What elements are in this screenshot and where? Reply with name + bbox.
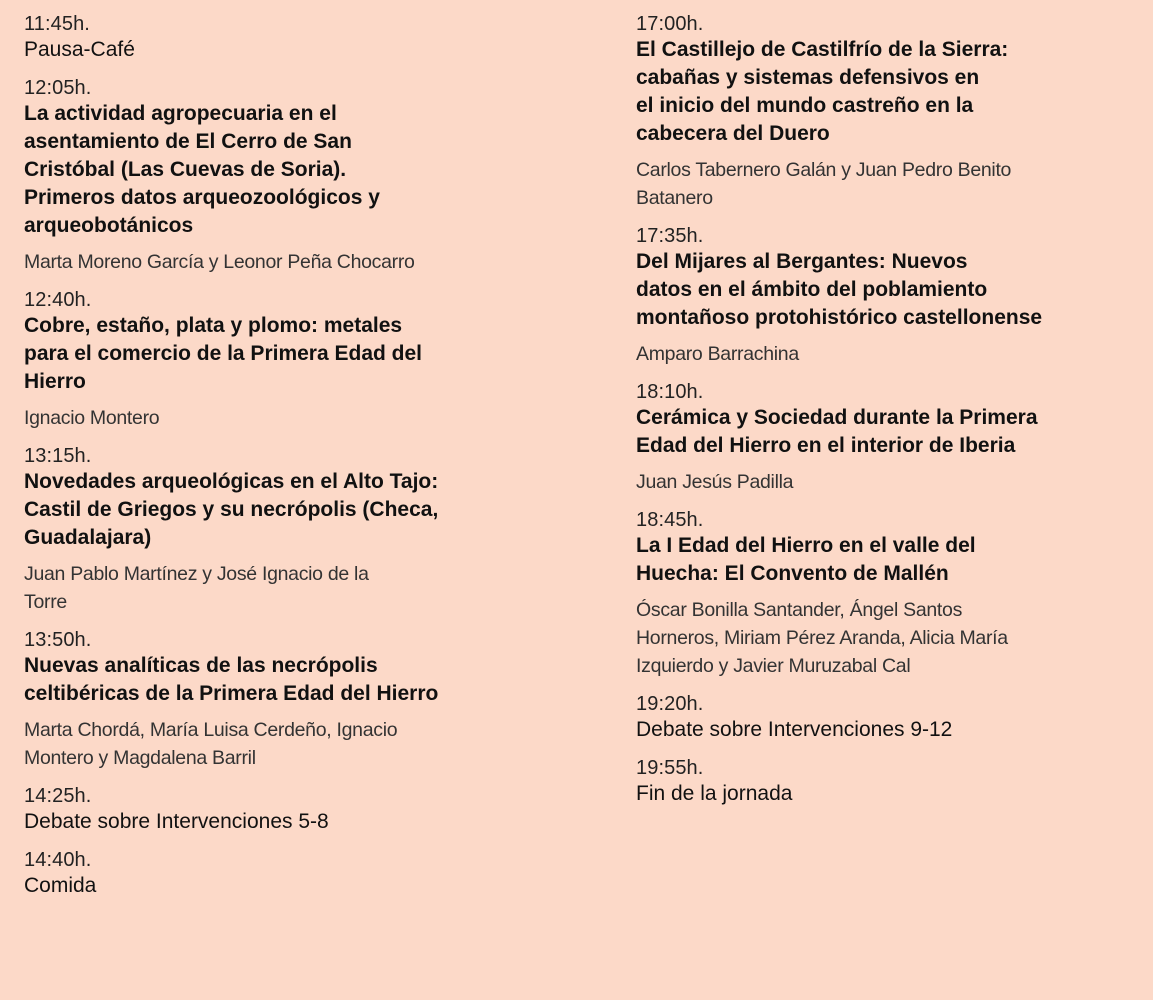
- schedule-entry: [636, 12, 1136, 212]
- schedule-entry: [636, 508, 1136, 680]
- session-time: 14:25h.: [24, 785, 92, 807]
- session-authors: Óscar Bonilla Santander, Ángel Santos Horneros, Miriam Pérez Aranda, Alicia María Izquierdo y Javier Muruzabal Cal: [636, 599, 1008, 677]
- session-time: 12:40h.: [24, 289, 92, 311]
- session-time: 19:20h.: [636, 693, 704, 715]
- session-title: Debate sobre Intervenciones 9-12: [636, 718, 953, 741]
- session-title: Debate sobre Intervenciones 5-8: [24, 810, 329, 833]
- schedule-right-column: [636, 12, 1136, 820]
- session-title: Del Mijares al Bergantes: Nuevos datos en el ámbito del poblamiento montañoso protohistórico castellonense: [636, 250, 1043, 329]
- schedule-entry: [636, 756, 1136, 808]
- session-time: 11:45h.: [24, 13, 90, 35]
- session-time: 19:55h.: [636, 757, 704, 779]
- schedule-entry: [24, 76, 584, 276]
- session-title: Pausa-Café: [24, 38, 135, 61]
- session-time: 13:50h.: [24, 629, 92, 651]
- schedule-left-column: [24, 12, 584, 912]
- schedule-entry: [24, 444, 584, 616]
- session-authors: Ignacio Montero: [24, 407, 160, 429]
- session-title: El Castillejo de Castilfrío de la Sierra: cabañas y sistemas defensivos en el inicio del mundo castreño en la cabecera del Duero: [636, 38, 1009, 145]
- session-time: 13:15h.: [24, 445, 92, 467]
- schedule-entry: [24, 288, 584, 432]
- session-authors: Marta Chordá, María Luisa Cerdeño, Ignacio Montero y Magdalena Barril: [24, 719, 398, 769]
- session-authors: Carlos Tabernero Galán y Juan Pedro Benito Batanero: [636, 159, 1012, 209]
- schedule-entry: [24, 12, 584, 64]
- schedule-entry: [636, 380, 1136, 496]
- schedule-entry: [24, 784, 584, 836]
- session-title: La actividad agropecuaria en el asentamiento de El Cerro de San Cristóbal (Las Cuevas de Soria). Primeros datos arqueozoológicos y arqueobotánicos: [24, 102, 380, 237]
- session-title: Cobre, estaño, plata y plomo: metales para el comercio de la Primera Edad del Hierro: [24, 314, 423, 393]
- session-time: 17:00h.: [636, 13, 704, 35]
- session-title: Comida: [24, 874, 97, 897]
- session-time: 17:35h.: [636, 225, 704, 247]
- session-authors: Juan Pablo Martínez y José Ignacio de la Torre: [24, 563, 369, 613]
- session-title: Novedades arqueológicas en el Alto Tajo: Castil de Griegos y su necrópolis (Checa, Guadalajara): [24, 470, 439, 549]
- session-title: Fin de la jornada: [636, 782, 793, 805]
- session-title: Cerámica y Sociedad durante la Primera Edad del Hierro en el interior de Iberia: [636, 406, 1038, 457]
- schedule-entry: [24, 628, 584, 772]
- session-authors: Juan Jesús Padilla: [636, 471, 794, 493]
- session-time: 18:45h.: [636, 509, 704, 531]
- session-authors: Amparo Barrachina: [636, 343, 799, 365]
- session-title: La I Edad del Hierro en el valle del Huecha: El Convento de Mallén: [636, 534, 976, 585]
- session-title: Nuevas analíticas de las necrópolis celtibéricas de la Primera Edad del Hierro: [24, 654, 439, 705]
- session-time: 12:05h.: [24, 77, 92, 99]
- schedule-entry: [636, 224, 1136, 368]
- session-time: 14:40h.: [24, 849, 92, 871]
- schedule-entry: [636, 692, 1136, 744]
- schedule-entry: [24, 848, 584, 900]
- session-authors: Marta Moreno García y Leonor Peña Chocarro: [24, 251, 415, 273]
- session-time: 18:10h.: [636, 381, 704, 403]
